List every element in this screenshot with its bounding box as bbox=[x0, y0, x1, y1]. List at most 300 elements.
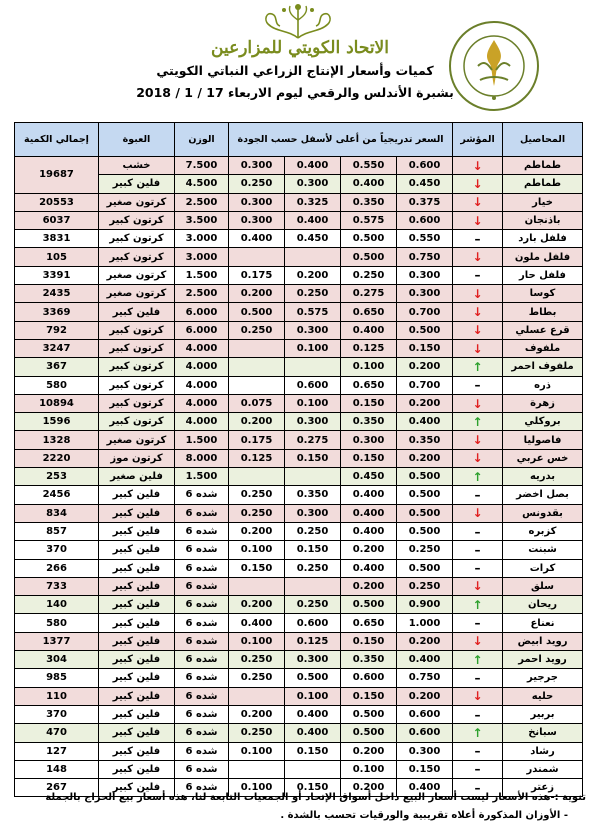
indicator-cell bbox=[453, 266, 503, 284]
price-3-cell: 0.100 bbox=[285, 394, 341, 412]
trend-down-icon: ↓ bbox=[472, 634, 483, 649]
product-cell: طماطم bbox=[503, 175, 583, 193]
trend-down-icon: ↓ bbox=[472, 158, 483, 173]
indicator-cell bbox=[453, 632, 503, 650]
weight-cell: 6 شده bbox=[175, 577, 229, 595]
indicator-cell bbox=[453, 742, 503, 760]
total-cell: 1377 bbox=[15, 632, 99, 650]
trend-up-icon: ↑ bbox=[472, 469, 483, 484]
price-4-cell: 0.200 bbox=[229, 413, 285, 431]
price-4-cell bbox=[229, 687, 285, 705]
header-price: السعر تدريجياً من أعلى لأسفل حسب الجودة bbox=[229, 123, 453, 157]
table-row bbox=[15, 449, 583, 467]
price-2-cell: 0.350 bbox=[341, 413, 397, 431]
weight-cell: 6 شده bbox=[175, 522, 229, 540]
package-cell: فلين كبير bbox=[99, 687, 175, 705]
product-cell: سلق bbox=[503, 577, 583, 595]
table-row bbox=[15, 577, 583, 595]
price-2-cell: 0.350 bbox=[341, 651, 397, 669]
table-row bbox=[15, 724, 583, 742]
package-cell: كرتون كبير bbox=[99, 211, 175, 229]
table-row bbox=[15, 705, 583, 723]
trend-down-icon: ↓ bbox=[472, 250, 483, 265]
price-1-cell: 0.450 bbox=[397, 175, 453, 193]
price-3-cell: 0.250 bbox=[285, 285, 341, 303]
weight-cell: 7.500 bbox=[175, 157, 229, 175]
price-4-cell: 0.250 bbox=[229, 486, 285, 504]
weight-cell: 4.000 bbox=[175, 413, 229, 431]
price-1-cell: 0.400 bbox=[397, 779, 453, 797]
total-cell: 1596 bbox=[15, 413, 99, 431]
product-cell: سبانخ bbox=[503, 724, 583, 742]
price-2-cell: 0.400 bbox=[341, 504, 397, 522]
price-1-cell: 0.750 bbox=[397, 669, 453, 687]
weight-cell: 6 شده bbox=[175, 669, 229, 687]
trend-up-icon: ↑ bbox=[472, 359, 483, 374]
price-3-cell: 0.275 bbox=[285, 431, 341, 449]
weight-cell: 3.000 bbox=[175, 248, 229, 266]
price-1-cell: 0.600 bbox=[397, 157, 453, 175]
price-1-cell: 0.500 bbox=[397, 321, 453, 339]
indicator-cell bbox=[453, 651, 503, 669]
price-3-cell: 0.250 bbox=[285, 522, 341, 540]
price-3-cell: 0.300 bbox=[285, 651, 341, 669]
price-3-cell: 0.250 bbox=[285, 559, 341, 577]
price-1-cell: 0.375 bbox=[397, 193, 453, 211]
price-4-cell: 0.250 bbox=[229, 669, 285, 687]
product-cell: ملفوف bbox=[503, 339, 583, 357]
price-4-cell: 0.075 bbox=[229, 394, 285, 412]
product-cell: بدريه bbox=[503, 468, 583, 486]
package-cell: فلين كبير bbox=[99, 742, 175, 760]
product-cell: بروكلي bbox=[503, 413, 583, 431]
product-cell: بصل اخضر bbox=[503, 486, 583, 504]
product-cell: زعتر bbox=[503, 779, 583, 797]
price-1-cell: 0.200 bbox=[397, 687, 453, 705]
total-cell: 580 bbox=[15, 614, 99, 632]
package-cell: فلين كبير bbox=[99, 651, 175, 669]
total-cell: 140 bbox=[15, 596, 99, 614]
indicator-cell bbox=[453, 339, 503, 357]
product-cell: باذنجان bbox=[503, 211, 583, 229]
trend-flat-icon: – bbox=[474, 744, 481, 759]
total-cell: 792 bbox=[15, 321, 99, 339]
package-cell: فلين صغير bbox=[99, 468, 175, 486]
total-cell: 1328 bbox=[15, 431, 99, 449]
price-3-cell: 0.150 bbox=[285, 449, 341, 467]
org-name: الاتحاد الكويتي للمزارعين bbox=[211, 38, 389, 58]
trend-up-icon: ↑ bbox=[472, 414, 483, 429]
package-cell: فلين كبير bbox=[99, 541, 175, 559]
ornament-icon bbox=[258, 2, 338, 40]
indicator-cell bbox=[453, 157, 503, 175]
price-1-cell: 0.150 bbox=[397, 339, 453, 357]
price-3-cell: 0.600 bbox=[285, 376, 341, 394]
price-4-cell: 0.200 bbox=[229, 596, 285, 614]
price-2-cell: 0.100 bbox=[341, 760, 397, 778]
table-row bbox=[15, 541, 583, 559]
package-cell: كرتون كبير bbox=[99, 376, 175, 394]
price-3-cell: 0.500 bbox=[285, 669, 341, 687]
indicator-cell bbox=[453, 705, 503, 723]
price-1-cell: 0.200 bbox=[397, 449, 453, 467]
price-3-cell: 0.400 bbox=[285, 724, 341, 742]
table-row bbox=[15, 358, 583, 376]
package-cell: كرتون كبير bbox=[99, 394, 175, 412]
price-2-cell: 0.500 bbox=[341, 705, 397, 723]
price-3-cell: 0.450 bbox=[285, 230, 341, 248]
package-cell: كرتون كبير bbox=[99, 339, 175, 357]
trend-up-icon: ↑ bbox=[472, 725, 483, 740]
indicator-cell bbox=[453, 522, 503, 540]
price-1-cell: 1.000 bbox=[397, 614, 453, 632]
table-row bbox=[15, 248, 583, 266]
price-1-cell: 0.400 bbox=[397, 413, 453, 431]
package-cell: كرتون كبير bbox=[99, 413, 175, 431]
table-row bbox=[15, 285, 583, 303]
table-row bbox=[15, 321, 583, 339]
table-row bbox=[15, 651, 583, 669]
product-cell: فلفل ملون bbox=[503, 248, 583, 266]
price-4-cell bbox=[229, 339, 285, 357]
trend-down-icon: ↓ bbox=[472, 506, 483, 521]
product-cell: فلفل بارد bbox=[503, 230, 583, 248]
trend-up-icon: ↑ bbox=[472, 597, 483, 612]
trend-flat-icon: – bbox=[474, 378, 481, 393]
price-1-cell: 0.500 bbox=[397, 486, 453, 504]
table-row bbox=[15, 742, 583, 760]
package-cell: فلين كبير bbox=[99, 724, 175, 742]
price-1-cell: 0.600 bbox=[397, 211, 453, 229]
product-cell: كوسا bbox=[503, 285, 583, 303]
price-1-cell: 0.250 bbox=[397, 577, 453, 595]
package-cell: فلين كبير bbox=[99, 632, 175, 650]
weight-cell: 4.000 bbox=[175, 394, 229, 412]
trend-up-icon: ↑ bbox=[472, 652, 483, 667]
product-cell: خيار bbox=[503, 193, 583, 211]
trend-flat-icon: – bbox=[474, 487, 481, 502]
total-cell: 370 bbox=[15, 705, 99, 723]
table-row bbox=[15, 211, 583, 229]
total-cell: 733 bbox=[15, 577, 99, 595]
total-cell: 3831 bbox=[15, 230, 99, 248]
price-2-cell: 0.200 bbox=[341, 541, 397, 559]
weight-cell: 6 شده bbox=[175, 632, 229, 650]
weight-cell: 6 شده bbox=[175, 742, 229, 760]
price-1-cell: 0.200 bbox=[397, 358, 453, 376]
indicator-cell bbox=[453, 321, 503, 339]
product-cell: طماطم bbox=[503, 157, 583, 175]
price-4-cell: 0.250 bbox=[229, 175, 285, 193]
price-2-cell: 0.650 bbox=[341, 614, 397, 632]
price-1-cell: 0.500 bbox=[397, 468, 453, 486]
indicator-cell bbox=[453, 285, 503, 303]
indicator-cell bbox=[453, 614, 503, 632]
price-4-cell: 0.250 bbox=[229, 724, 285, 742]
indicator-cell bbox=[453, 486, 503, 504]
indicator-cell bbox=[453, 303, 503, 321]
header-package: العبوة bbox=[99, 123, 175, 157]
weight-cell: 6 شده bbox=[175, 779, 229, 797]
package-cell: كرتون كبير bbox=[99, 321, 175, 339]
total-cell: 253 bbox=[15, 468, 99, 486]
price-3-cell: 0.350 bbox=[285, 486, 341, 504]
price-4-cell: 0.100 bbox=[229, 632, 285, 650]
price-2-cell: 0.250 bbox=[341, 266, 397, 284]
price-2-cell: 0.500 bbox=[341, 596, 397, 614]
price-3-cell bbox=[285, 358, 341, 376]
package-cell: خشب bbox=[99, 157, 175, 175]
package-cell: فلين كبير bbox=[99, 705, 175, 723]
table-row bbox=[15, 376, 583, 394]
table-row bbox=[15, 193, 583, 211]
price-4-cell: 0.250 bbox=[229, 321, 285, 339]
product-cell: رشاد bbox=[503, 742, 583, 760]
total-cell: 105 bbox=[15, 248, 99, 266]
price-4-cell: 0.200 bbox=[229, 522, 285, 540]
table-row bbox=[15, 559, 583, 577]
header-weight: الوزن bbox=[175, 123, 229, 157]
indicator-cell bbox=[453, 724, 503, 742]
price-4-cell: 0.100 bbox=[229, 541, 285, 559]
product-cell: خس عربي bbox=[503, 449, 583, 467]
trend-flat-icon: – bbox=[474, 616, 481, 631]
header-product: المحاصيل bbox=[503, 123, 583, 157]
total-cell: 3391 bbox=[15, 266, 99, 284]
weight-cell: 6 شده bbox=[175, 596, 229, 614]
weight-cell: 3.000 bbox=[175, 230, 229, 248]
price-2-cell: 0.400 bbox=[341, 321, 397, 339]
indicator-cell bbox=[453, 760, 503, 778]
product-cell: ريحان bbox=[503, 596, 583, 614]
total-cell: 19687 bbox=[15, 157, 99, 194]
trend-flat-icon: – bbox=[474, 231, 481, 246]
table-header-row bbox=[15, 123, 583, 157]
total-cell: 2220 bbox=[15, 449, 99, 467]
trend-flat-icon: – bbox=[474, 707, 481, 722]
price-2-cell: 0.150 bbox=[341, 687, 397, 705]
table-row bbox=[15, 303, 583, 321]
product-cell: بربير bbox=[503, 705, 583, 723]
report-subtitle: كميات وأسعار الإنتاج الزراعي النباتي الكويتي bbox=[156, 63, 434, 78]
trend-down-icon: ↓ bbox=[472, 689, 483, 704]
trend-down-icon: ↓ bbox=[472, 195, 483, 210]
price-1-cell: 0.300 bbox=[397, 742, 453, 760]
total-cell: 857 bbox=[15, 522, 99, 540]
indicator-cell bbox=[453, 449, 503, 467]
product-cell: بقدونس bbox=[503, 504, 583, 522]
trend-down-icon: ↓ bbox=[472, 451, 483, 466]
product-cell: ملفوف احمر bbox=[503, 358, 583, 376]
price-2-cell: 0.500 bbox=[341, 724, 397, 742]
price-4-cell bbox=[229, 760, 285, 778]
trend-flat-icon: – bbox=[474, 268, 481, 283]
price-3-cell bbox=[285, 577, 341, 595]
price-1-cell: 0.500 bbox=[397, 504, 453, 522]
total-cell: 20553 bbox=[15, 193, 99, 211]
weight-cell: 4.500 bbox=[175, 175, 229, 193]
total-cell: 367 bbox=[15, 358, 99, 376]
price-2-cell: 0.500 bbox=[341, 230, 397, 248]
price-1-cell: 0.200 bbox=[397, 394, 453, 412]
price-3-cell: 0.100 bbox=[285, 339, 341, 357]
price-2-cell: 0.650 bbox=[341, 303, 397, 321]
total-cell: 304 bbox=[15, 651, 99, 669]
weight-cell: 1.500 bbox=[175, 266, 229, 284]
table-row bbox=[15, 413, 583, 431]
price-2-cell: 0.400 bbox=[341, 559, 397, 577]
price-1-cell: 0.500 bbox=[397, 522, 453, 540]
weight-cell: 6 شده bbox=[175, 651, 229, 669]
total-cell: 267 bbox=[15, 779, 99, 797]
price-2-cell: 0.450 bbox=[341, 468, 397, 486]
table-row bbox=[15, 339, 583, 357]
price-3-cell: 0.400 bbox=[285, 705, 341, 723]
price-3-cell: 0.300 bbox=[285, 413, 341, 431]
price-1-cell: 0.700 bbox=[397, 303, 453, 321]
table-row bbox=[15, 504, 583, 522]
indicator-cell bbox=[453, 193, 503, 211]
package-cell: فلين كبير bbox=[99, 596, 175, 614]
table-row bbox=[15, 669, 583, 687]
weight-cell: 4.000 bbox=[175, 339, 229, 357]
price-4-cell: 0.250 bbox=[229, 504, 285, 522]
price-3-cell: 0.150 bbox=[285, 742, 341, 760]
product-cell: شبنت bbox=[503, 541, 583, 559]
trend-down-icon: ↓ bbox=[472, 305, 483, 320]
package-cell: فلين كبير bbox=[99, 779, 175, 797]
total-cell: 3369 bbox=[15, 303, 99, 321]
indicator-cell bbox=[453, 230, 503, 248]
package-cell: فلين كبير bbox=[99, 522, 175, 540]
table-row bbox=[15, 266, 583, 284]
header-total: إجمالي الكمية bbox=[15, 123, 99, 157]
total-cell: 6037 bbox=[15, 211, 99, 229]
trend-flat-icon: – bbox=[474, 780, 481, 795]
price-3-cell: 0.600 bbox=[285, 614, 341, 632]
total-cell: 148 bbox=[15, 760, 99, 778]
table-row bbox=[15, 230, 583, 248]
price-1-cell: 0.250 bbox=[397, 541, 453, 559]
indicator-cell bbox=[453, 596, 503, 614]
report-date-line: بشبرة الأندلس والرقعي ليوم الاربعاء 17 / 1 / 2018 bbox=[136, 85, 454, 100]
product-cell: زهرة bbox=[503, 394, 583, 412]
package-cell: فلين كبير bbox=[99, 760, 175, 778]
price-3-cell bbox=[285, 760, 341, 778]
product-cell: نعناع bbox=[503, 614, 583, 632]
price-1-cell: 0.600 bbox=[397, 724, 453, 742]
price-1-cell: 0.350 bbox=[397, 431, 453, 449]
price-3-cell bbox=[285, 248, 341, 266]
price-4-cell bbox=[229, 376, 285, 394]
total-cell: 985 bbox=[15, 669, 99, 687]
price-2-cell: 0.150 bbox=[341, 632, 397, 650]
price-2-cell: 0.575 bbox=[341, 211, 397, 229]
price-2-cell: 0.600 bbox=[341, 669, 397, 687]
table-body bbox=[15, 157, 583, 797]
product-cell: جرجير bbox=[503, 669, 583, 687]
indicator-cell bbox=[453, 468, 503, 486]
package-cell: فلين كبير bbox=[99, 559, 175, 577]
product-cell: رويد ابيض bbox=[503, 632, 583, 650]
total-cell: 470 bbox=[15, 724, 99, 742]
product-cell: قرع عسلي bbox=[503, 321, 583, 339]
product-cell: كرات bbox=[503, 559, 583, 577]
indicator-cell bbox=[453, 504, 503, 522]
trend-down-icon: ↓ bbox=[472, 396, 483, 411]
price-3-cell: 0.125 bbox=[285, 632, 341, 650]
header-indicator: المؤشر bbox=[453, 123, 503, 157]
table-row bbox=[15, 175, 583, 193]
table-row bbox=[15, 431, 583, 449]
trend-down-icon: ↓ bbox=[472, 341, 483, 356]
price-2-cell: 0.200 bbox=[341, 577, 397, 595]
trend-down-icon: ↓ bbox=[472, 579, 483, 594]
price-4-cell: 0.200 bbox=[229, 705, 285, 723]
price-4-cell: 0.175 bbox=[229, 266, 285, 284]
weight-cell: 6 شده bbox=[175, 705, 229, 723]
package-cell: كرتون صغير bbox=[99, 285, 175, 303]
price-4-cell: 0.100 bbox=[229, 779, 285, 797]
total-cell: 3247 bbox=[15, 339, 99, 357]
price-1-cell: 0.200 bbox=[397, 632, 453, 650]
price-1-cell: 0.700 bbox=[397, 376, 453, 394]
indicator-cell bbox=[453, 358, 503, 376]
trend-flat-icon: – bbox=[474, 670, 481, 685]
indicator-cell bbox=[453, 175, 503, 193]
weight-cell: 6 شده bbox=[175, 760, 229, 778]
product-cell: فلفل حار bbox=[503, 266, 583, 284]
price-3-cell: 0.300 bbox=[285, 321, 341, 339]
prices-table bbox=[14, 122, 583, 797]
price-4-cell: 0.300 bbox=[229, 193, 285, 211]
weight-cell: 6.000 bbox=[175, 303, 229, 321]
price-4-cell: 0.100 bbox=[229, 742, 285, 760]
price-4-cell: 0.250 bbox=[229, 651, 285, 669]
indicator-cell bbox=[453, 376, 503, 394]
table-row bbox=[15, 760, 583, 778]
price-2-cell: 0.300 bbox=[341, 431, 397, 449]
price-2-cell: 0.200 bbox=[341, 779, 397, 797]
weight-cell: 6.000 bbox=[175, 321, 229, 339]
price-4-cell: 0.300 bbox=[229, 157, 285, 175]
trend-flat-icon: – bbox=[474, 762, 481, 777]
price-3-cell bbox=[285, 468, 341, 486]
indicator-cell bbox=[453, 211, 503, 229]
table-row bbox=[15, 687, 583, 705]
weight-cell: 6 شده bbox=[175, 614, 229, 632]
indicator-cell bbox=[453, 248, 503, 266]
total-cell: 580 bbox=[15, 376, 99, 394]
package-cell: كرتون صغير bbox=[99, 266, 175, 284]
table-row bbox=[15, 614, 583, 632]
price-3-cell: 0.100 bbox=[285, 687, 341, 705]
weight-cell: 6 شده bbox=[175, 559, 229, 577]
package-cell: فلين كبير bbox=[99, 486, 175, 504]
report-header bbox=[0, 0, 591, 118]
trend-flat-icon: – bbox=[474, 561, 481, 576]
price-4-cell bbox=[229, 248, 285, 266]
price-3-cell: 0.325 bbox=[285, 193, 341, 211]
disclaimer-note: تنوية :-هذه الأسعار ليست أسعار البيع داخل أسواق الإتحاد أو الجمعيات التابعة لنا، هذه أسعار بيع الحراج بالجملة bbox=[45, 792, 586, 803]
table-row bbox=[15, 157, 583, 175]
price-2-cell: 0.100 bbox=[341, 358, 397, 376]
package-cell: فلين كبير bbox=[99, 577, 175, 595]
weight-cell: 2.500 bbox=[175, 285, 229, 303]
total-cell: 127 bbox=[15, 742, 99, 760]
price-4-cell bbox=[229, 468, 285, 486]
table-row bbox=[15, 486, 583, 504]
